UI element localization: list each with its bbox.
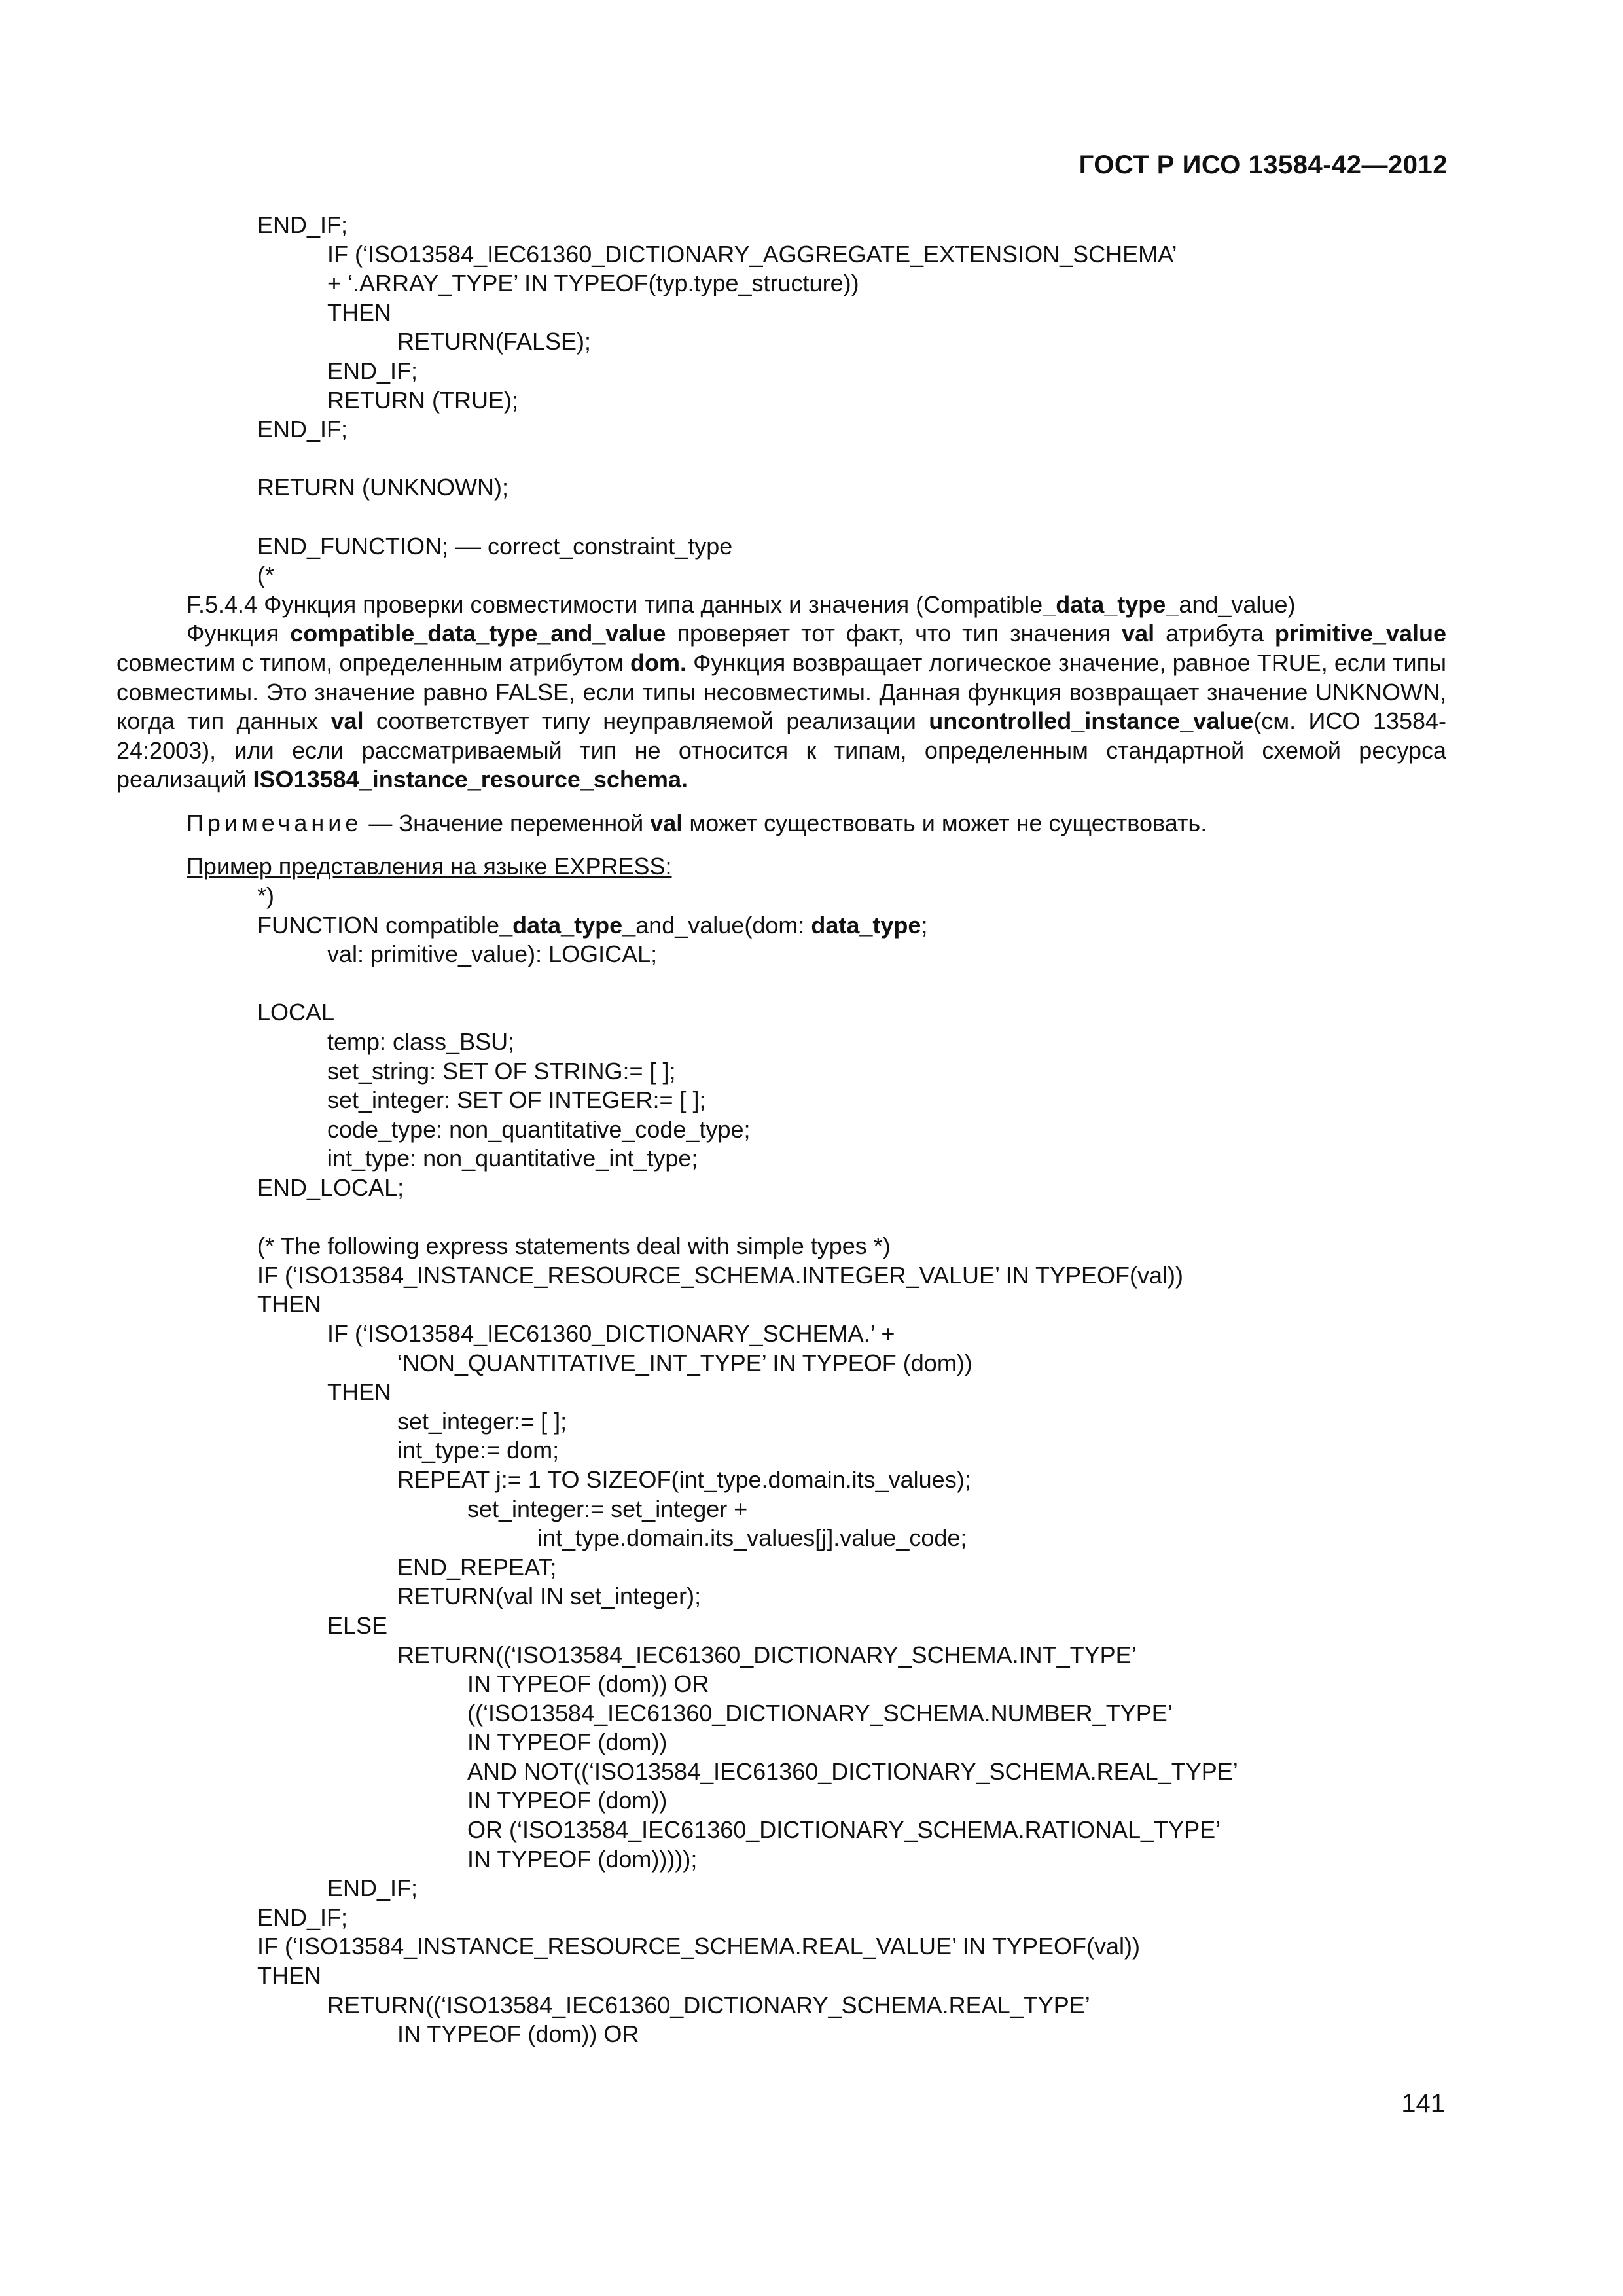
para-bold: val <box>330 708 364 735</box>
section-heading <box>116 590 1446 620</box>
code-line: ‘NON_QUANTITATIVE_INT_TYPE’ IN TYPEOF (dom)) <box>397 1349 972 1376</box>
code-line: + ‘.ARRAY_TYPE’ IN TYPEOF(typ.type_structure)) <box>327 270 859 297</box>
code-line: IN TYPEOF (dom))))); <box>467 1845 698 1873</box>
note <box>116 809 1446 838</box>
code-line: THEN <box>327 298 391 326</box>
sig-part: and_value(dom: <box>635 911 812 939</box>
code-line: RETURN((‘ISO13584_IEC61360_DICTIONARY_SCHEMA.REAL_TYPE’ <box>327 1991 1090 2018</box>
code-line: (* The following express statements deal with simple types *) <box>257 1232 891 1260</box>
description-paragraph <box>116 619 1446 795</box>
code-line: END_IF; <box>257 211 348 238</box>
document-header: ГОСТ Р ИСО 13584-42—2012 <box>1079 151 1448 179</box>
code-line: THEN <box>327 1378 391 1406</box>
example-title <box>116 852 1446 882</box>
code-line: IF (‘ISO13584_IEC61360_DICTIONARY_AGGREGATE_EXTENSION_SCHEMA’ <box>327 240 1177 268</box>
page-number: 141 <box>1401 2089 1445 2118</box>
code-line <box>116 503 1446 532</box>
code-line: IN TYPEOF (dom)) <box>467 1729 668 1756</box>
code-line: END_IF; <box>257 1903 348 1931</box>
section-heading-suffix: and_value) <box>1179 590 1296 618</box>
code-line: set_integer: SET OF INTEGER:= [ ]; <box>327 1086 706 1114</box>
code-line: RETURN(FALSE); <box>397 328 592 355</box>
para-text: Функция <box>187 620 291 647</box>
code-line: END_IF; <box>257 416 348 443</box>
sig-bold: _data_type_ <box>499 911 636 939</box>
code-line: ((‘ISO13584_IEC61360_DICTIONARY_SCHEMA.NUMBER_TYPE’ <box>467 1699 1173 1727</box>
code-line: IN TYPEOF (dom)) OR <box>467 1670 709 1698</box>
function-signature <box>116 911 1446 941</box>
note-bold: val <box>650 809 683 836</box>
code-line: set_integer:= [ ]; <box>397 1407 567 1435</box>
code-line: int_type: non_quantitative_int_type; <box>327 1145 698 1172</box>
code-line: REPEAT j:= 1 TO SIZEOF(int_type.domain.its_values); <box>397 1465 971 1493</box>
code-line: AND NOT((‘ISO13584_IEC61360_DICTIONARY_SCHEMA.REAL_TYPE’ <box>467 1757 1238 1785</box>
section-heading-prefix: F.5.4.4 Функция проверки совместимости типа данных и значения (Compatible <box>187 590 1043 618</box>
para-text: соответствует типу неуправляемой реализации <box>363 708 929 735</box>
page-content <box>116 211 1446 2049</box>
code-line: *) <box>257 882 274 910</box>
code-line <box>116 444 1446 474</box>
para-bold: dom. <box>630 649 687 676</box>
code-line: END_REPEAT; <box>397 1553 557 1581</box>
sig-part: ; <box>921 911 928 939</box>
code-line: END_IF; <box>327 1874 418 1902</box>
para-text: совместим с типом, определенным атрибутом <box>116 649 631 676</box>
note-dash: — <box>362 809 399 836</box>
code-line: RETURN (TRUE); <box>327 386 518 414</box>
code-line: IN TYPEOF (dom)) <box>467 1787 668 1814</box>
code-line: END_FUNCTION; –– correct_constraint_type <box>257 532 733 560</box>
code-block-bottom <box>116 969 1446 2049</box>
code-line: (* <box>257 562 274 589</box>
para-text: атрибута <box>1154 620 1275 647</box>
code-line: IF (‘ISO13584_IEC61360_DICTIONARY_SCHEMA.’ + <box>327 1319 895 1347</box>
para-bold: primitive_value <box>1274 620 1446 647</box>
code-line: RETURN(val IN set_integer); <box>397 1583 702 1610</box>
code-line: OR (‘ISO13584_IEC61360_DICTIONARY_SCHEMA.RATIONAL_TYPE’ <box>467 1816 1221 1844</box>
note-text: может существовать и может не существовать. <box>683 809 1207 836</box>
note-label: Примечание <box>187 809 363 836</box>
sig-part: FUNCTION compatible <box>257 911 500 939</box>
code-line: val: primitive_value): LOGICAL; <box>327 941 658 968</box>
code-line: END_IF; <box>327 357 418 384</box>
code-line: RETURN (UNKNOWN); <box>257 474 508 501</box>
code-line: THEN <box>257 1962 321 1990</box>
para-text: (см. ИСО 13584-24:2003), или если рассматриваемый тип не относится к типам, определенным стандартной схемой ресурса реализаций <box>116 708 1446 793</box>
code-line: LOCAL <box>257 999 335 1026</box>
note-text: Значение переменной <box>399 809 651 836</box>
para-bold: compatible_data_type_and_value <box>290 620 666 647</box>
code-line: set_integer:= set_integer + <box>467 1495 748 1522</box>
code-line: END_LOCAL; <box>257 1174 404 1201</box>
code-line: RETURN((‘ISO13584_IEC61360_DICTIONARY_SCHEMA.INT_TYPE’ <box>397 1641 1137 1668</box>
sig-bold: data_type <box>811 911 921 939</box>
code-line <box>116 969 1446 999</box>
example-title-text: Пример представления на языке EXPRESS: <box>187 853 672 880</box>
code-line: int_type.domain.its_values[j].value_code; <box>537 1524 967 1552</box>
code-line: code_type: non_quantitative_code_type; <box>327 1115 751 1143</box>
code-line: THEN <box>257 1291 321 1318</box>
para-text: проверяет тот факт, что тип значения <box>666 620 1122 647</box>
para-bold: val <box>1122 620 1155 647</box>
code-block-top <box>116 211 1446 590</box>
code-line: IN TYPEOF (dom)) OR <box>397 2020 639 2048</box>
code-line: int_type:= dom; <box>397 1437 560 1464</box>
section-heading-bold: _data_type_ <box>1043 590 1179 618</box>
para-bold: uncontrolled_instance_value <box>929 708 1254 735</box>
code-line: ELSE <box>327 1611 388 1639</box>
code-line: temp: class_BSU; <box>327 1028 515 1056</box>
para-text: Функция возвращает логическое значение, равное TRUE, если типы совместимы. Это значение равно FALSE, если типы несовместимы. Данная функция возвращает значение UNKNOWN, когда тип данных <box>116 649 1446 735</box>
code-line: IF (‘ISO13584_INSTANCE_RESOURCE_SCHEMA.INTEGER_VALUE’ IN TYPEOF(val)) <box>257 1261 1184 1289</box>
code-line: set_string: SET OF STRING:= [ ]; <box>327 1057 676 1085</box>
code-line: IF (‘ISO13584_INSTANCE_RESOURCE_SCHEMA.REAL_VALUE’ IN TYPEOF(val)) <box>257 1933 1141 1960</box>
code-line <box>116 1203 1446 1232</box>
para-bold: ISO13584_instance_resource_schema. <box>253 766 688 793</box>
